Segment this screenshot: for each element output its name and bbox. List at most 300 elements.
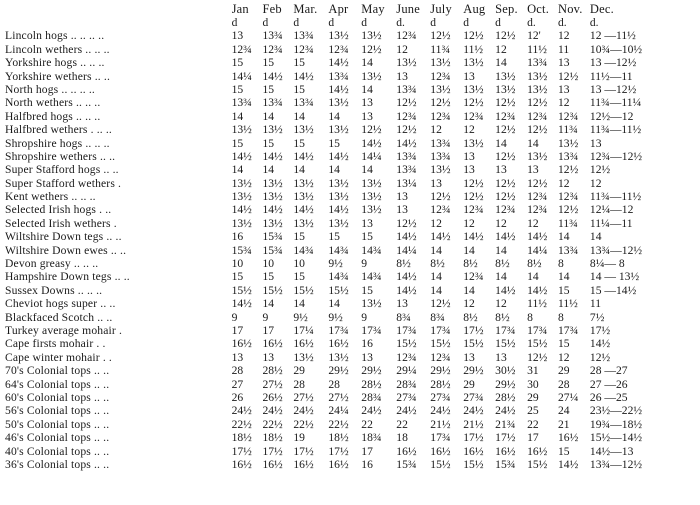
price-cell: 21: [557, 417, 570, 431]
price-cell: 13: [463, 350, 475, 364]
price-cell: 15½: [396, 337, 417, 351]
price-cell: 13½: [231, 123, 252, 137]
corner-cell: [5, 17, 232, 29]
price-cell: 13½: [527, 149, 548, 163]
price-cell: 11¾—11¼: [589, 96, 642, 110]
table-row: [5, 29, 695, 42]
price-cell: 13¾: [231, 96, 252, 110]
price-cell: 13¾: [328, 69, 349, 83]
table-row: [5, 150, 695, 163]
price-cell: 30½: [495, 364, 516, 378]
month-header-row: [5, 2, 695, 17]
wool-type-label: Yorkshire wethers .. ..: [5, 69, 110, 83]
wool-type-label: Lincoln hogs .. .. .. ..: [5, 29, 105, 43]
price-cell: 15: [231, 270, 244, 284]
price-cell: 13½: [361, 69, 382, 83]
price-cell: 14½: [527, 283, 548, 297]
price-cell: 24½: [495, 404, 516, 418]
price-cell: 28: [231, 364, 244, 378]
price-cell: 13: [231, 350, 244, 364]
price-cell: 13: [495, 163, 507, 177]
price-cell: 13: [396, 190, 408, 204]
price-cell: 14 — 13½: [589, 270, 640, 284]
price-cell: 13½: [396, 56, 417, 70]
price-cell: 12¾: [231, 42, 252, 56]
price-cell: 30: [527, 377, 539, 391]
price-cell: 14: [430, 243, 442, 257]
price-cell: 15½: [293, 283, 314, 297]
price-cell: 13½: [328, 123, 349, 137]
price-cell: 21½: [430, 417, 451, 431]
price-cell: 12: [396, 42, 408, 56]
price-cell: 28½: [361, 377, 382, 391]
price-cell: 13½: [293, 216, 314, 230]
price-cell: 27½: [293, 390, 314, 404]
price-cell: 12: [463, 297, 475, 311]
price-cell: 17: [231, 323, 244, 337]
wool-type-label: 40's Colonial tops .. ..: [5, 444, 110, 458]
price-cell: 16½: [396, 444, 417, 458]
price-cell: 16½: [293, 457, 314, 471]
price-cell: 12: [495, 42, 507, 56]
price-cell: 12½: [495, 123, 516, 137]
price-cell: 12½: [361, 123, 382, 137]
month-header: Nov.: [557, 2, 583, 16]
unit-label: d: [463, 17, 469, 29]
price-cell: 17½: [463, 431, 484, 445]
price-cell: 29½: [361, 364, 382, 378]
price-cell: 13¾: [293, 96, 314, 110]
price-cell: 14½: [262, 149, 283, 163]
price-cell: 14½: [361, 136, 382, 150]
table-row: [5, 444, 695, 457]
price-cell: 29½: [430, 364, 451, 378]
table-row: [5, 404, 695, 417]
price-cell: 14½: [495, 283, 516, 297]
price-cell: 13½: [293, 190, 314, 204]
wool-type-label: Wiltshire Down ewes .. ..: [5, 243, 127, 257]
table-row: [5, 310, 695, 323]
price-cell: 19¾—18½: [589, 417, 643, 431]
price-cell: 12½: [396, 216, 417, 230]
price-cell: 11¾: [430, 42, 451, 56]
price-cell: 18¾: [361, 431, 382, 445]
price-cell: 15½: [527, 337, 548, 351]
table-row: [5, 176, 695, 189]
price-cell: 13½: [430, 163, 451, 177]
price-cell: 15 —14½: [589, 283, 637, 297]
price-cell: 12: [430, 216, 442, 230]
wool-type-label: North wethers .. .. ..: [5, 96, 101, 110]
price-cell: 11½—11: [589, 69, 633, 83]
price-cell: 17¾: [527, 323, 548, 337]
wool-type-label: Halfbred hogs .. .. ..: [5, 109, 101, 123]
price-cell: 29: [293, 364, 305, 378]
price-cell: 12: [430, 123, 442, 137]
unit-label: d: [293, 17, 300, 29]
price-cell: 15: [293, 270, 305, 284]
price-cell: 9½: [328, 257, 343, 271]
price-cell: 14½: [293, 149, 314, 163]
price-cell: 8½: [527, 257, 542, 271]
price-cell: 14: [293, 297, 305, 311]
price-cell: 13: [463, 69, 475, 83]
price-cell: 12 —11½: [589, 29, 636, 43]
price-cell: 10: [262, 257, 275, 271]
price-cell: 11: [589, 297, 602, 311]
unit-label: d: [361, 17, 368, 29]
price-cell: 13½: [463, 56, 484, 70]
price-cell: 12½: [527, 350, 548, 364]
table-row: [5, 216, 695, 229]
price-cell: 15: [557, 283, 570, 297]
price-cell: 12: [463, 123, 475, 137]
price-cell: 22½: [328, 417, 349, 431]
price-cell: 12: [463, 216, 475, 230]
price-cell: 15½: [495, 337, 516, 351]
price-cell: 14: [262, 297, 275, 311]
price-cell: 14: [589, 230, 602, 244]
price-cell: 12½: [396, 123, 417, 137]
price-cell: 14: [361, 163, 373, 177]
price-cell: 17½: [293, 444, 314, 458]
price-cell: 13½: [262, 176, 283, 190]
price-cell: 13: [361, 350, 373, 364]
table-row: [5, 42, 695, 55]
price-cell: 14½: [262, 69, 283, 83]
wool-type-label: North hogs .. .. .. ..: [5, 82, 95, 96]
month-header: Feb: [262, 2, 282, 16]
price-cell: 8½: [463, 257, 478, 271]
price-cell: 15: [262, 82, 275, 96]
price-cell: 8¾: [396, 310, 411, 324]
price-cell: 14¾: [328, 243, 349, 257]
price-cell: 10¾—10½: [589, 42, 643, 56]
price-cell: 14: [231, 109, 244, 123]
wool-type-label: Kent wethers .. .. ..: [5, 190, 96, 204]
price-cell: 27½: [262, 377, 283, 391]
wool-type-label: Selected Irish hogs . ..: [5, 203, 112, 217]
price-cell: 27: [231, 377, 244, 391]
price-cell: 15½—14½: [589, 431, 643, 445]
price-cell: 13¾: [527, 56, 548, 70]
price-cell: 16: [361, 457, 373, 471]
price-cell: 10: [293, 257, 305, 271]
wool-type-label: Cheviot hogs super .. ..: [5, 297, 116, 311]
price-cell: 18½: [262, 431, 283, 445]
price-cell: 18½: [328, 431, 349, 445]
price-cell: 12¾: [396, 350, 417, 364]
table-row: [5, 163, 695, 176]
price-cell: 21¾: [495, 417, 516, 431]
price-cell: 12½: [361, 42, 382, 56]
price-cell: 12: [557, 350, 570, 364]
wool-type-label: 50's Colonial tops .. ..: [5, 417, 110, 431]
price-cell: 14: [463, 243, 475, 257]
price-cell: 27¼: [557, 390, 579, 404]
price-cell: 14: [495, 270, 507, 284]
price-cell: 14¼: [396, 243, 417, 257]
month-header: Oct.: [527, 2, 550, 16]
table-row: [5, 350, 695, 363]
price-cell: 13: [231, 29, 244, 43]
price-cell: 13½: [293, 123, 314, 137]
price-cell: 26½: [262, 390, 283, 404]
price-cell: 14½: [328, 149, 349, 163]
price-cell: 13 —12½: [589, 82, 637, 96]
price-cell: 15½: [328, 283, 349, 297]
price-cell: 13¾: [430, 136, 451, 150]
price-cell: 17¾: [430, 323, 451, 337]
price-cell: 15¾: [231, 243, 252, 257]
price-cell: 13¾: [293, 29, 314, 43]
price-cell: 16½: [231, 337, 252, 351]
price-cell: 22: [527, 417, 539, 431]
price-cell: 16½: [527, 444, 548, 458]
price-cell: 13: [430, 176, 442, 190]
price-cell: 13½: [361, 297, 382, 311]
price-cell: 14: [430, 270, 442, 284]
price-cell: 22½: [293, 417, 314, 431]
price-cell: 29½: [463, 364, 484, 378]
price-cell: 14½: [328, 82, 349, 96]
price-cell: 13½: [262, 190, 283, 204]
price-cell: 12½: [527, 123, 548, 137]
price-cell: 11¼—11: [589, 216, 633, 230]
price-cell: 13½: [527, 69, 548, 83]
price-cell: 17: [527, 431, 539, 445]
month-header: May: [361, 2, 385, 16]
month-header: Dec.: [589, 2, 614, 16]
price-cell: 8½: [396, 257, 411, 271]
wool-price-table: [5, 2, 695, 471]
price-cell: 13: [557, 56, 570, 70]
price-cell: 15: [293, 136, 305, 150]
table-row: [5, 270, 695, 283]
price-cell: 28½: [262, 364, 283, 378]
month-header: Apr: [328, 2, 349, 16]
price-cell: 12½: [463, 176, 484, 190]
price-cell: 13½: [361, 203, 382, 217]
table-row: [5, 324, 695, 337]
price-cell: 12½: [463, 190, 484, 204]
price-cell: 13: [396, 203, 408, 217]
price-cell: 29: [527, 390, 539, 404]
price-cell: 14½: [231, 297, 252, 311]
price-cell: 15¾: [396, 457, 417, 471]
table-row: [5, 190, 695, 203]
price-cell: 27 —26: [589, 377, 628, 391]
unit-label: d: [495, 17, 501, 29]
price-cell: 24½: [262, 404, 283, 418]
price-cell: 13¾: [396, 149, 417, 163]
price-cell: 28 —27: [589, 364, 628, 378]
price-cell: 9: [262, 310, 269, 324]
price-cell: 17½: [495, 431, 516, 445]
price-cell: 13: [589, 136, 602, 150]
wool-type-label: Yorkshire hogs .. .. ..: [5, 56, 105, 70]
price-cell: 29: [557, 364, 570, 378]
price-cell: 9: [361, 310, 368, 324]
price-cell: 9: [231, 310, 238, 324]
price-cell: 27¾: [396, 390, 417, 404]
price-cell: 13½: [463, 136, 484, 150]
price-cell: 13: [396, 69, 408, 83]
wool-type-label: Selected Irish wethers .: [5, 216, 117, 230]
price-cell: 14½: [396, 136, 417, 150]
price-cell: 13¾: [262, 96, 283, 110]
price-cell: 12½: [495, 149, 516, 163]
price-cell: 8: [557, 257, 564, 271]
price-cell: 12½: [396, 96, 417, 110]
price-cell: 14: [328, 163, 340, 177]
month-header: Mar.: [293, 2, 318, 16]
price-cell: 15: [293, 230, 305, 244]
price-cell: 14: [463, 283, 475, 297]
price-cell: 14: [557, 270, 570, 284]
price-cell: 14½: [396, 230, 417, 244]
price-cell: 22½: [231, 417, 252, 431]
price-cell: 14¾: [328, 270, 349, 284]
price-cell: 12½: [463, 29, 484, 43]
price-cell: 13½: [262, 123, 283, 137]
price-cell: 14: [328, 297, 340, 311]
price-cell: 16: [231, 230, 244, 244]
price-cell: 15¾: [495, 457, 516, 471]
wool-type-label: 36's Colonial tops .. ..: [5, 457, 110, 471]
price-cell: 17¾: [396, 323, 417, 337]
price-cell: 13½: [463, 82, 484, 96]
price-cell: 13½: [430, 82, 451, 96]
table-row: [5, 431, 695, 444]
price-cell: 17½: [328, 444, 349, 458]
unit-label: d: [430, 17, 437, 29]
price-cell: 16½: [293, 337, 314, 351]
price-cell: 13½: [495, 82, 516, 96]
price-cell: 12¾: [527, 109, 548, 123]
price-cell: 12¾: [495, 203, 516, 217]
price-cell: 15½: [527, 457, 548, 471]
price-cell: 12¾: [430, 350, 451, 364]
wool-type-label: Shropshire wethers .. ..: [5, 149, 116, 163]
price-cell: 19: [293, 431, 305, 445]
price-cell: 13: [557, 82, 570, 96]
price-cell: 12½: [495, 190, 516, 204]
price-cell: 17¾: [328, 323, 349, 337]
price-cell: 18½: [231, 431, 252, 445]
price-cell: 14: [361, 82, 373, 96]
price-cell: 28: [328, 377, 340, 391]
price-cell: 15½: [463, 337, 484, 351]
price-cell: 14: [495, 243, 507, 257]
price-cell: 14½: [589, 337, 611, 351]
price-cell: 12½: [430, 190, 451, 204]
price-cell: 14¾: [293, 243, 314, 257]
price-cell: 15: [361, 283, 373, 297]
price-cell: 29: [463, 377, 475, 391]
price-cell: 12: [557, 29, 570, 43]
price-cell: 12¾: [430, 203, 451, 217]
table-row: [5, 56, 695, 69]
wool-type-label: Halfbred wethers . .. ..: [5, 123, 112, 137]
table-row: [5, 364, 695, 377]
price-cell: 15: [231, 56, 244, 70]
price-cell: 17¾: [495, 323, 516, 337]
price-cell: 24½: [463, 404, 484, 418]
unit-header-row: [5, 17, 695, 29]
wool-type-label: Cape firsts mohair . .: [5, 337, 106, 351]
price-cell: 12¾: [430, 109, 451, 123]
table-row: [5, 230, 695, 243]
price-cell: 13½: [231, 216, 252, 230]
price-cell: 23½—22½: [589, 404, 643, 418]
price-cell: 13¾: [557, 243, 579, 257]
price-cell: 14¾: [361, 243, 382, 257]
wool-type-label: Shropshire hogs .. .. ..: [5, 136, 110, 150]
price-cell: 14½: [495, 230, 516, 244]
price-cell: 13½: [328, 176, 349, 190]
price-cell: 13½: [361, 29, 382, 43]
price-cell: 12½—12: [589, 109, 634, 123]
price-cell: 26: [231, 390, 244, 404]
price-cell: 8: [557, 310, 564, 324]
price-cell: 12½: [557, 163, 579, 177]
price-cell: 24½: [361, 404, 382, 418]
price-cell: 12¾: [396, 109, 417, 123]
price-cell: 12½: [557, 203, 579, 217]
wool-type-label: 60's Colonial tops .. ..: [5, 390, 110, 404]
table-row: [5, 297, 695, 310]
unit-label: d: [231, 17, 238, 29]
price-cell: 8½: [495, 257, 510, 271]
price-cell: 16½: [557, 431, 579, 445]
table-row: [5, 123, 695, 136]
price-cell: 14½: [231, 149, 252, 163]
unit-label: d.: [557, 17, 567, 29]
price-cell: 27¾: [430, 390, 451, 404]
price-cell: 8: [527, 310, 533, 324]
price-cell: 12: [589, 176, 602, 190]
price-cell: 14½: [463, 230, 484, 244]
price-cell: 8½: [495, 310, 510, 324]
price-cell: 14¼: [231, 69, 252, 83]
price-cell: 14: [361, 56, 373, 70]
price-cell: 15½: [262, 283, 283, 297]
price-cell: 16½: [495, 444, 516, 458]
price-cell: 28¾: [396, 377, 417, 391]
price-cell: 12: [557, 176, 570, 190]
price-cell: 13: [463, 163, 475, 177]
price-cell: 13½: [557, 136, 579, 150]
price-cell: 13¾—12½: [589, 457, 643, 471]
price-cell: 24¼: [328, 404, 349, 418]
price-cell: 24½: [231, 404, 252, 418]
price-cell: 14: [527, 136, 539, 150]
table-row: [5, 96, 695, 109]
month-header: July: [430, 2, 452, 16]
price-cell: 14¼: [527, 243, 548, 257]
price-cell: 17¼: [293, 323, 314, 337]
price-cell: 26 —25: [589, 390, 628, 404]
price-cell: 13½: [328, 29, 349, 43]
price-cell: 16½: [262, 337, 283, 351]
price-cell: 22½: [262, 417, 283, 431]
price-cell: 13½: [328, 216, 349, 230]
table-row: [5, 283, 695, 296]
price-cell: 17¾: [430, 431, 451, 445]
price-cell: 13½: [293, 176, 314, 190]
price-cell: 12½: [463, 96, 484, 110]
